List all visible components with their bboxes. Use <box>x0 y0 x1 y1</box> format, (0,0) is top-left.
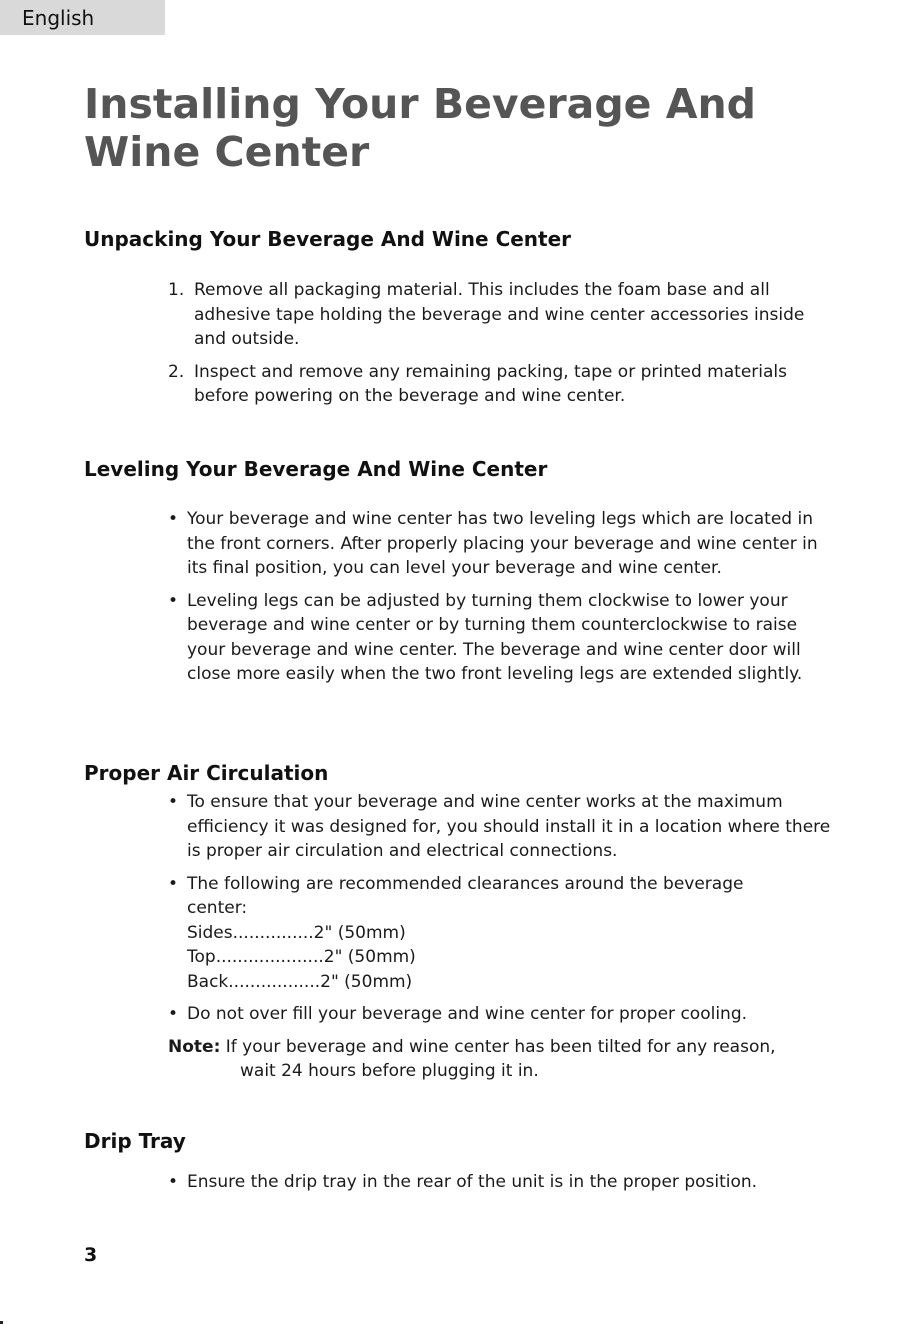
note <box>168 1035 838 1084</box>
bullet-icon: • <box>168 873 179 894</box>
air-circulation-list <box>168 790 838 1084</box>
list-number: 2. <box>168 361 185 382</box>
list-item <box>168 1170 838 1195</box>
bullet-icon: • <box>168 792 179 812</box>
section-heading-leveling: Leveling Your Beverage And Wine Center <box>84 457 548 481</box>
list-item-text: Your beverage and wine center has two leveling legs which are located in the front corners. After properly placing your beverage and wine center in its final position, you can level your beverage and wine center. <box>187 509 818 578</box>
clearances-intro: The following are recommended clearances around the beverage center: <box>187 873 744 918</box>
list-item <box>168 872 788 995</box>
list-item-text: Remove all packaging material. This includes the foam base and all adhesive tape holding the beverage and wine center accessories inside and outside. <box>194 280 805 349</box>
section-heading-drip-tray: Drip Tray <box>84 1129 186 1153</box>
section-heading-unpacking: Unpacking Your Beverage And Wine Center <box>84 227 572 251</box>
list-item-text <box>187 872 788 995</box>
bullet-icon: • <box>168 1004 179 1024</box>
list-item <box>168 1002 838 1027</box>
list-item-text: Do not over fill your beverage and wine center for proper cooling. <box>187 1004 748 1024</box>
unpacking-list <box>168 278 818 409</box>
note-text: If your beverage and wine center has been tilted for any reason, <box>225 1036 776 1057</box>
clearance-back: Back.................2" (50mm) <box>187 971 413 992</box>
list-item-text: Ensure the drip tray in the rear of the unit is in the proper position. <box>187 1172 758 1192</box>
page-title: Installing Your Beverage And Wine Center <box>84 80 757 176</box>
list-item <box>168 790 838 864</box>
list-item <box>168 278 818 352</box>
clearance-top: Top....................2" (50mm) <box>187 947 416 967</box>
list-item-text: To ensure that your beverage and wine center works at the maximum efficiency it was designed for, you should install it in a location where there is proper air circulation and electrical connections. <box>187 792 831 861</box>
list-item <box>168 589 818 687</box>
list-item-text: Leveling legs can be adjusted by turning them clockwise to lower your beverage and wine center or by turning them counterclockwise to raise your beverage and wine center. The beverage and wine center door will close more easily when the two front leveling legs are extended slightly. <box>187 590 803 684</box>
drip-tray-list <box>168 1170 838 1195</box>
list-item <box>168 360 818 409</box>
list-item <box>168 507 818 581</box>
note-label: Note: <box>168 1036 221 1057</box>
list-item-text: Inspect and remove any remaining packing, tape or printed materials before powering on the beverage and wine center. <box>194 361 787 406</box>
leveling-list <box>168 507 818 687</box>
note-text-continued: wait 24 hours before plugging it in. <box>240 1061 539 1081</box>
language-tab: English <box>0 0 165 35</box>
clearance-sides: Sides...............2" (50mm) <box>187 922 406 943</box>
bullet-icon: • <box>168 590 179 611</box>
section-heading-air-circulation: Proper Air Circulation <box>84 761 329 785</box>
bullet-icon: • <box>168 509 179 529</box>
list-number: 1. <box>168 280 185 300</box>
bullet-icon: • <box>168 1172 179 1192</box>
page-number: 3 <box>84 1244 98 1266</box>
